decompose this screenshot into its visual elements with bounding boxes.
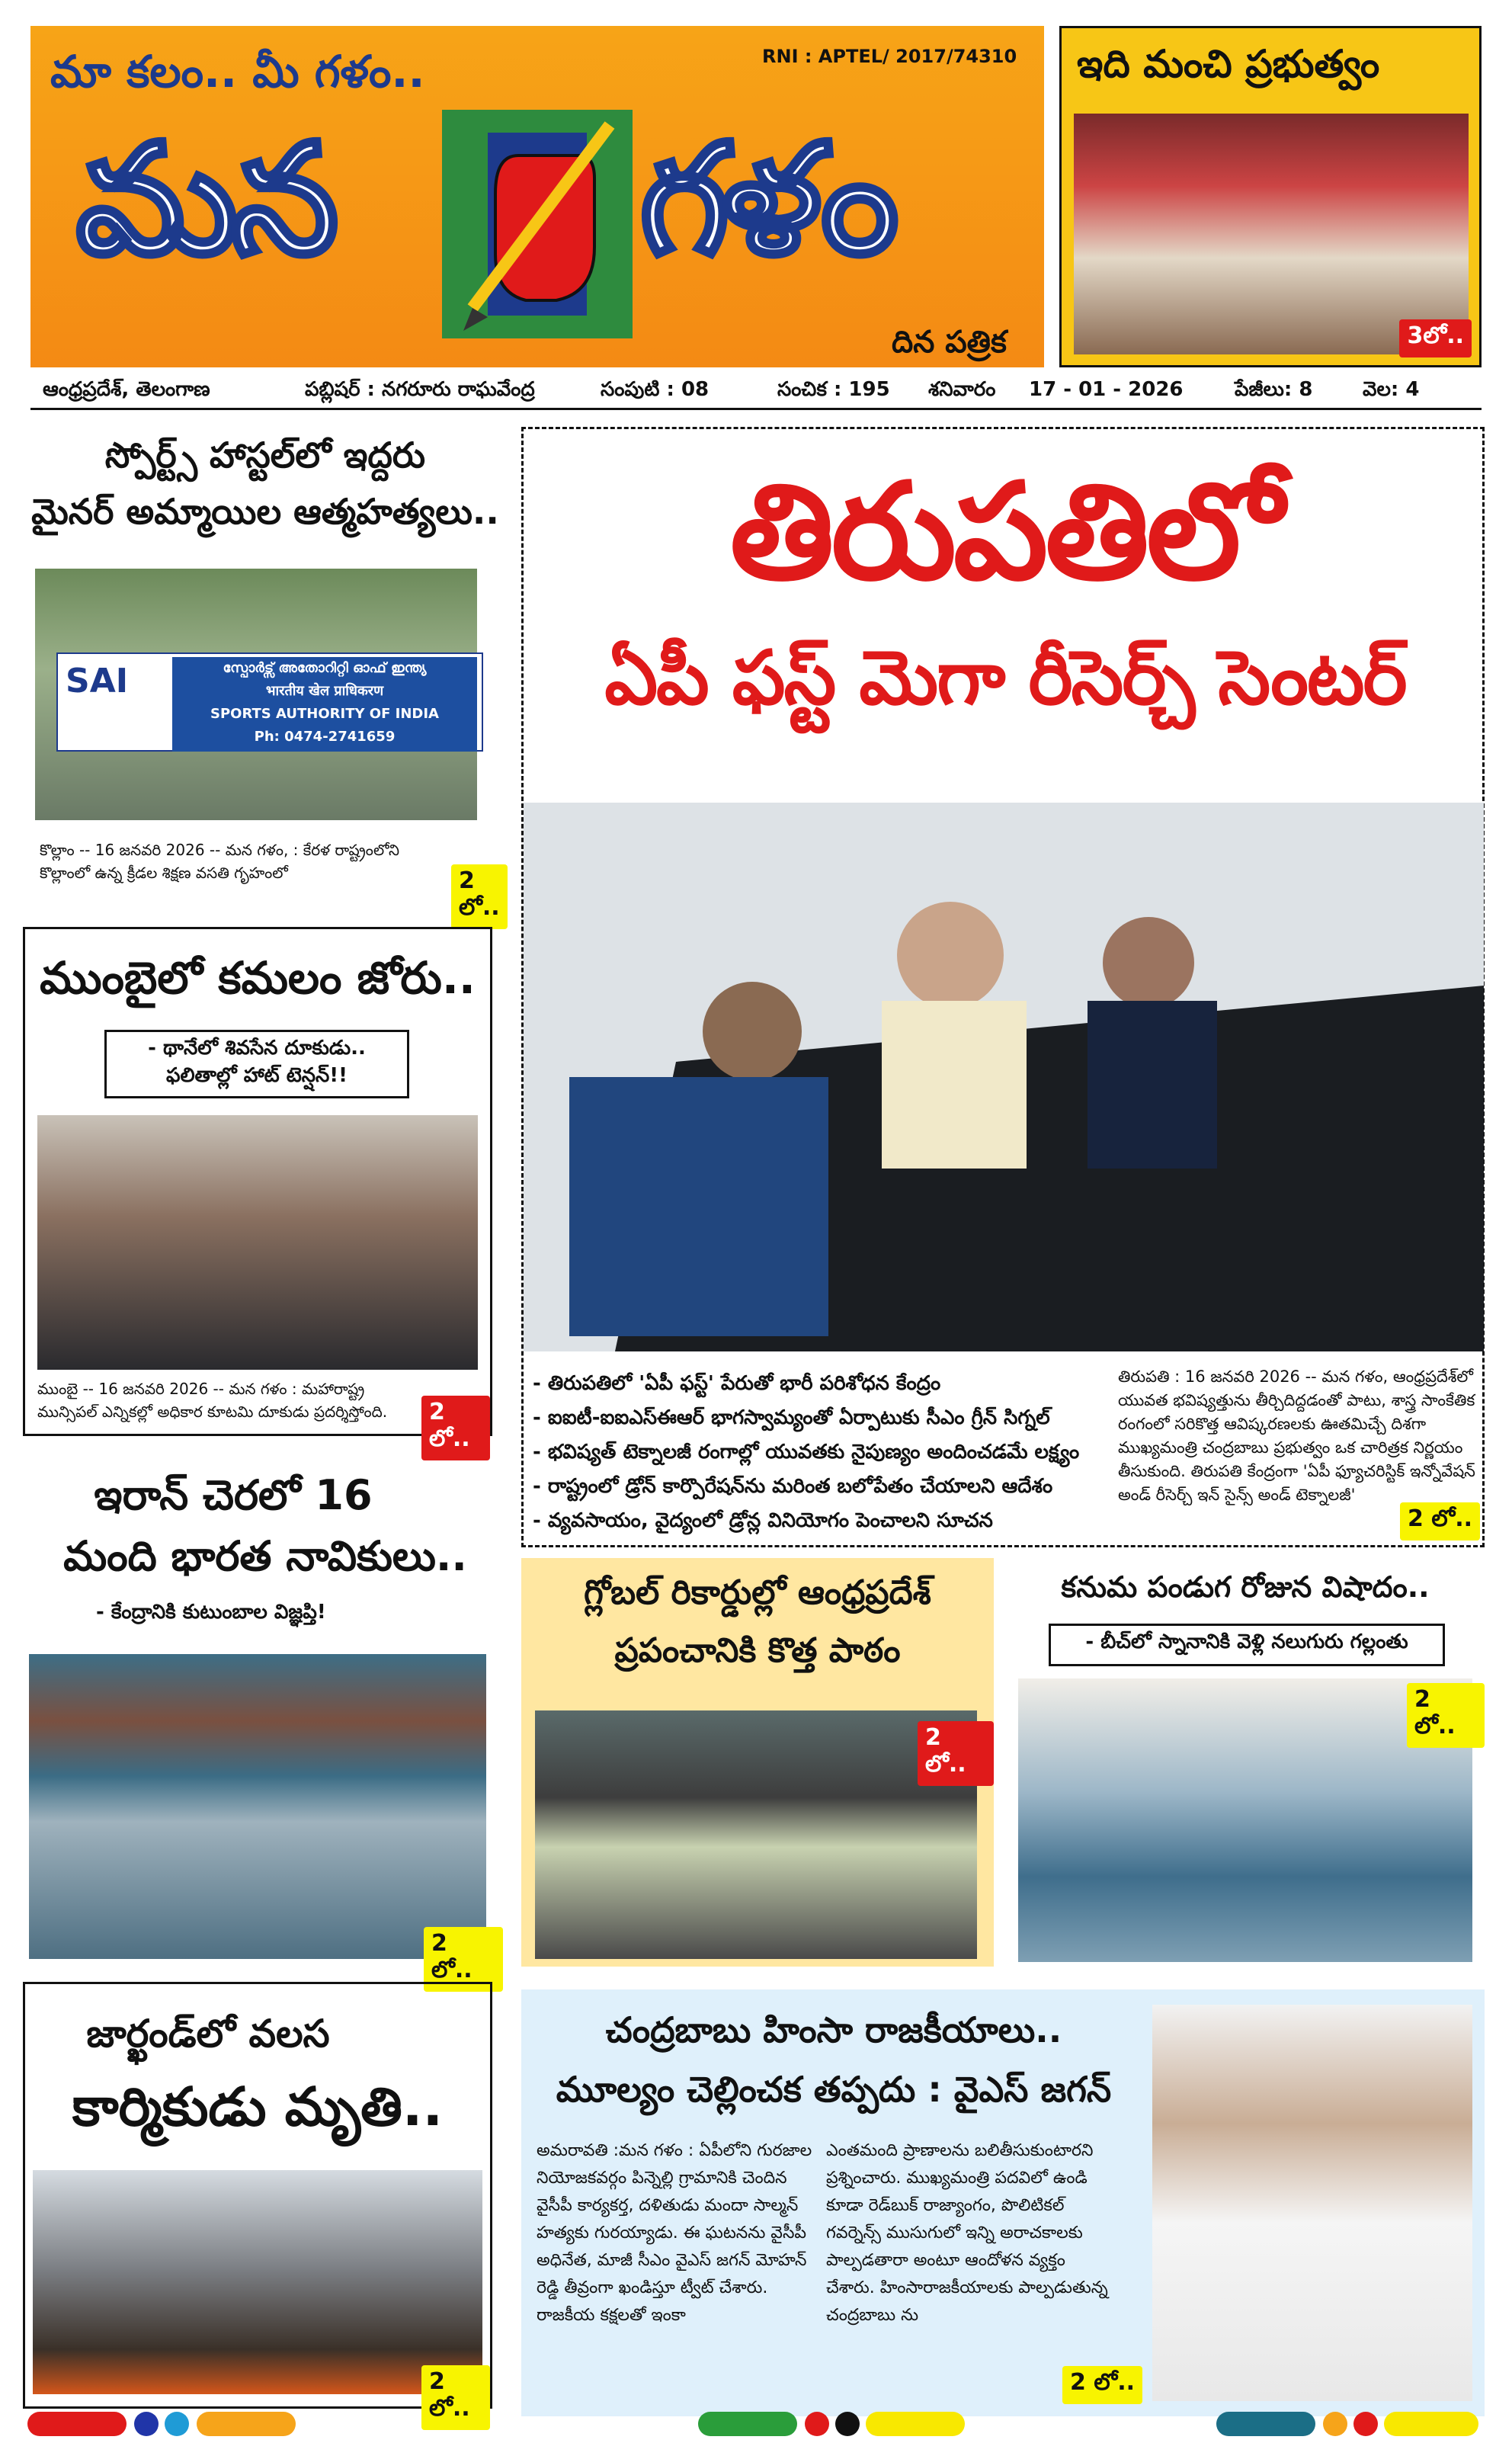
jharkhand-headline-2: కార్మికుడు మృతి.. <box>72 2076 444 2138</box>
jagan-headline-1: చంద్రబాబు హింసా రాజకీయాలు.. <box>605 2009 1062 2050</box>
iran-page-ref[interactable]: 2 లో.. <box>424 1927 503 1992</box>
promo-title: ఇది మంచి ప్రభుత్వం <box>1077 42 1380 86</box>
page-count: పేజీలు: 8 <box>1235 378 1313 401</box>
iran-subhead: - కేంద్రానికి కుటుంబాల విజ్ఞప్తి! <box>96 1601 326 1624</box>
date: 17 - 01 - 2026 <box>1029 378 1184 401</box>
sports-headline-1: స్పోర్ట్స్ హాస్టల్‌లో ఇద్దరు <box>104 434 426 476</box>
lead-bullet-3: - భవిష్యత్ టెక్నాలజీ రంగాల్లో యువతకు నైపుణ్యం అందించడమే లక్ష్యం <box>533 1441 1080 1464</box>
fire-photo <box>33 2170 482 2394</box>
sign-line-1: സ്പോർട്സ് അതോറിറ്റി ഓഫ് ഇന്ത്യ <box>223 660 427 676</box>
sports-photo <box>35 569 477 820</box>
ship-photo <box>29 1654 486 1959</box>
jagan-column-2: ఎంతమంది ప్రాణాలను బలితీసుకుంటారని ప్రశ్నించారు. ముఖ్యమంత్రి పదవిలో ఉండి కూడా రెడ్‌బుక్ రాజ్యాంగం, పొలిటికల్ గవర్నెన్స్ ముసుగులో ఇన్ని అరాచకాలకు పాల్పడతారా అంటూ ఆందోళన వ్యక్తం చేశారు. హింసారాజకీయాలకు పాల్పడుతున్న చంద్రబాబు ను <box>826 2141 1108 2325</box>
drowning-photo <box>1018 1678 1472 1962</box>
globe-page-ref[interactable]: 2 లో.. <box>918 1721 994 1786</box>
footer-bar-red <box>27 2412 127 2436</box>
lead-headline: తిరుపతిలో <box>729 455 1281 610</box>
footer-bar-yellow-2 <box>1384 2412 1478 2436</box>
logo-word-left: మన <box>76 110 333 289</box>
masthead-subtitle: దిన పత్రిక <box>892 325 1007 360</box>
lead-page-ref[interactable]: 2 లో.. <box>1400 1502 1480 1540</box>
promo-photo <box>1074 114 1469 354</box>
price: వెల: 4 <box>1363 378 1420 401</box>
jharkhand-headline-1: జార్ఖండ్‌లో వలస <box>86 2012 330 2056</box>
jharkhand-story[interactable] <box>23 1982 492 2422</box>
promo-box[interactable] <box>1059 26 1482 367</box>
lead-story[interactable] <box>521 427 1485 1547</box>
lead-bullet-2: - ఐఐటీ-ఐఐఎస్ఈఆర్ భాగస్వామ్యంతో ఏర్పాటుకు సీఎం గ్రీన్ సిగ్నల్ <box>533 1406 1050 1429</box>
kanuma-page-ref[interactable]: 2 లో.. <box>1407 1683 1485 1748</box>
fist-pencil-logo-icon <box>442 110 633 338</box>
mumbai-caption: ముంబై -- 16 జనవరి 2026 -- మన గళం : మహారాష్ట్ర మున్సిపల్ ఎన్నికల్లో అధికార కూటమి దూకుడు ప్రదర్శిస్తోంది. <box>37 1380 388 1421</box>
mumbai-bullet-1: - థానేలో శివసేన దూకుడు.. <box>148 1037 366 1060</box>
lead-bullet-4: - రాష్ట్రంలో డ్రోన్ కార్పొరేషన్‌ను మరింత బలోపేతం చేయాలని ఆదేశం <box>533 1475 1053 1498</box>
jagan-photo <box>1152 2005 1472 2401</box>
kanuma-headline: కనుమ పండుగ రోజున విషాదం.. <box>1061 1570 1430 1604</box>
states: ఆంధ్రప్రదేశ్, తెలంగాణ <box>43 378 210 401</box>
mumbai-headline: ముంబైలో కమలం జోరు.. <box>40 952 476 1004</box>
sports-headline-2: మైనర్ అమ్మాయిల ఆత్మహత్యలు.. <box>31 491 499 532</box>
rni-number: RNI : APTEL/ 2017/74310 <box>762 46 1017 67</box>
volume: సంపుటి : 08 <box>601 378 710 401</box>
iran-story[interactable] <box>27 1448 503 1983</box>
tagline: మా కలం.. మీ గళం.. <box>50 46 425 98</box>
footer-dot-orange <box>1323 2412 1347 2436</box>
sports-page-ref[interactable]: 2 లో.. <box>451 864 508 929</box>
footer-bar-yellow <box>866 2412 965 2436</box>
lead-photo <box>524 803 1484 1351</box>
lead-subheadline: ఏపీ ఫస్ట్ మెగా రీసెర్చ్ సెంటర్ <box>604 635 1406 722</box>
footer-dot-black <box>835 2412 860 2436</box>
lead-body: తిరుపతి : 16 జనవరి 2026 -- మన గళం, ఆంధ్రప్రదేశ్‌లో యువత భవిష్యత్తును తీర్చిదిద్దడంతో పాటు, శాస్త్ర సాంకేతిక రంగంలో సరికొత్త ఆవిష్కరణలకు ఊతమిచ్చే దిశగా ముఖ్యమంత్రి చంద్రబాబు ప్రభుత్వం ఒక చారిత్రక నిర్ణయం తీసుకుంది. తిరుపతి కేంద్రంగా 'ఏపీ ఫ్యూచరిస్టిక్ ఇన్నోవేషన్ అండ్ రీసెర్చ్ ఇన్ సైన్స్ అండ్ టెక్నాలజీ' <box>1118 1367 1475 1504</box>
jagan-page-ref[interactable]: 2 లో.. <box>1062 2366 1142 2404</box>
globe-headline-1: గ్లోబల్ రికార్డుల్లో ఆంధ్రప్రదేశ్ <box>584 1573 931 1612</box>
kanuma-story[interactable] <box>1006 1558 1485 1967</box>
sai-logo: SAI <box>66 662 129 701</box>
day: శనివారం <box>928 378 996 401</box>
mumbai-subhead <box>104 1030 409 1098</box>
lead-bullet-5: - వ్యవసాయం, వైద్యంలో డ్రోన్ల వినియోగం పెంచాలని సూచన <box>533 1509 993 1532</box>
sign-phone: Ph: 0474-2741659 <box>254 729 396 745</box>
footer-dot-cyan <box>165 2412 189 2436</box>
promo-page-ref[interactable]: 3లో.. <box>1399 319 1472 357</box>
kanuma-subhead: - బీచ్‌లో స్నానానికి వెళ్లి నలుగురు గల్లంతు <box>1049 1624 1445 1666</box>
jharkhand-page-ref[interactable]: 2 లో.. <box>421 2365 490 2430</box>
issue-number: సంచిక : 195 <box>777 378 890 401</box>
globe-headline-2: ప్రపంచానికి కొత్త పాఠం <box>614 1631 901 1670</box>
sai-signboard <box>56 652 483 752</box>
issue-info-bar <box>30 372 1482 410</box>
footer-bar-green <box>698 2412 797 2436</box>
footer-dot-red-2 <box>1353 2412 1378 2436</box>
footer-color-bars <box>27 2412 1478 2442</box>
jagan-column-1: అమరావతి :మన గళం : ఏపీలోని గురజాల నియోజకవర్గం పిన్నెల్లి గ్రామానికి చెందిన వైసీపీ కార్యకర్త, దళితుడు మందా సాల్మన్ హత్యకు గురయ్యాడు. ఈ ఘటనను వైసీపీ అధినేత, మాజీ సీఎం వైఎస్ జగన్ మోహన్ రెడ్డి తీవ్రంగా ఖండిస్తూ ట్వీట్ చేశారు. రాజకీయ కక్షలతో ఇంకా <box>537 2141 812 2325</box>
road-record-photo <box>535 1710 977 1959</box>
mumbai-page-ref[interactable]: 2 లో.. <box>421 1396 490 1460</box>
footer-dot-red <box>805 2412 829 2436</box>
sports-caption: కొల్లాం -- 16 జనవరి 2026 -- మన గళం, : కేరళ రాష్ట్రంలోని కొల్లాంలో ఉన్న క్రీడల శిక్షణ వసతి గృహంలో <box>40 841 400 882</box>
lead-bullet-list <box>533 1367 1101 1542</box>
mumbai-story[interactable] <box>23 927 492 1452</box>
publisher: పబ్లిషర్ : నగరూరు రాఘవేంద్ర <box>305 378 535 401</box>
logo-word-right: గళం <box>640 110 893 289</box>
footer-bar-teal <box>1216 2412 1315 2436</box>
footer-bar-orange <box>197 2412 296 2436</box>
sports-story[interactable] <box>27 427 503 921</box>
lead-bullet-1: - తిరుపతిలో 'ఏపీ ఫస్ట్' పేరుతో భారీ పరిశోధన కేంద్రం <box>533 1372 941 1395</box>
meeting-photo-graphic <box>524 803 1484 1351</box>
mumbai-bullet-2: ఫలితాల్లో హాట్ టెన్షన్!! <box>165 1064 348 1087</box>
sign-line-3: SPORTS AUTHORITY OF INDIA <box>210 706 439 722</box>
jagan-headline-2: మూల్యం చెల్లించక తప్పదు : వైఎస్ జగన్ <box>556 2069 1112 2110</box>
mumbai-photo <box>37 1115 478 1370</box>
signboard-text <box>172 657 477 752</box>
masthead <box>30 26 1044 367</box>
sign-line-2: भारतीय खेल प्राधिकरण <box>265 683 384 699</box>
jagan-story[interactable] <box>521 1989 1485 2416</box>
footer-dot-blue <box>134 2412 159 2436</box>
global-records-story[interactable] <box>521 1558 994 1967</box>
iran-headline-2: మంది భారత నావికులు.. <box>63 1532 467 1580</box>
iran-headline-1: ఇరాన్ చెరలో 16 <box>94 1471 373 1519</box>
